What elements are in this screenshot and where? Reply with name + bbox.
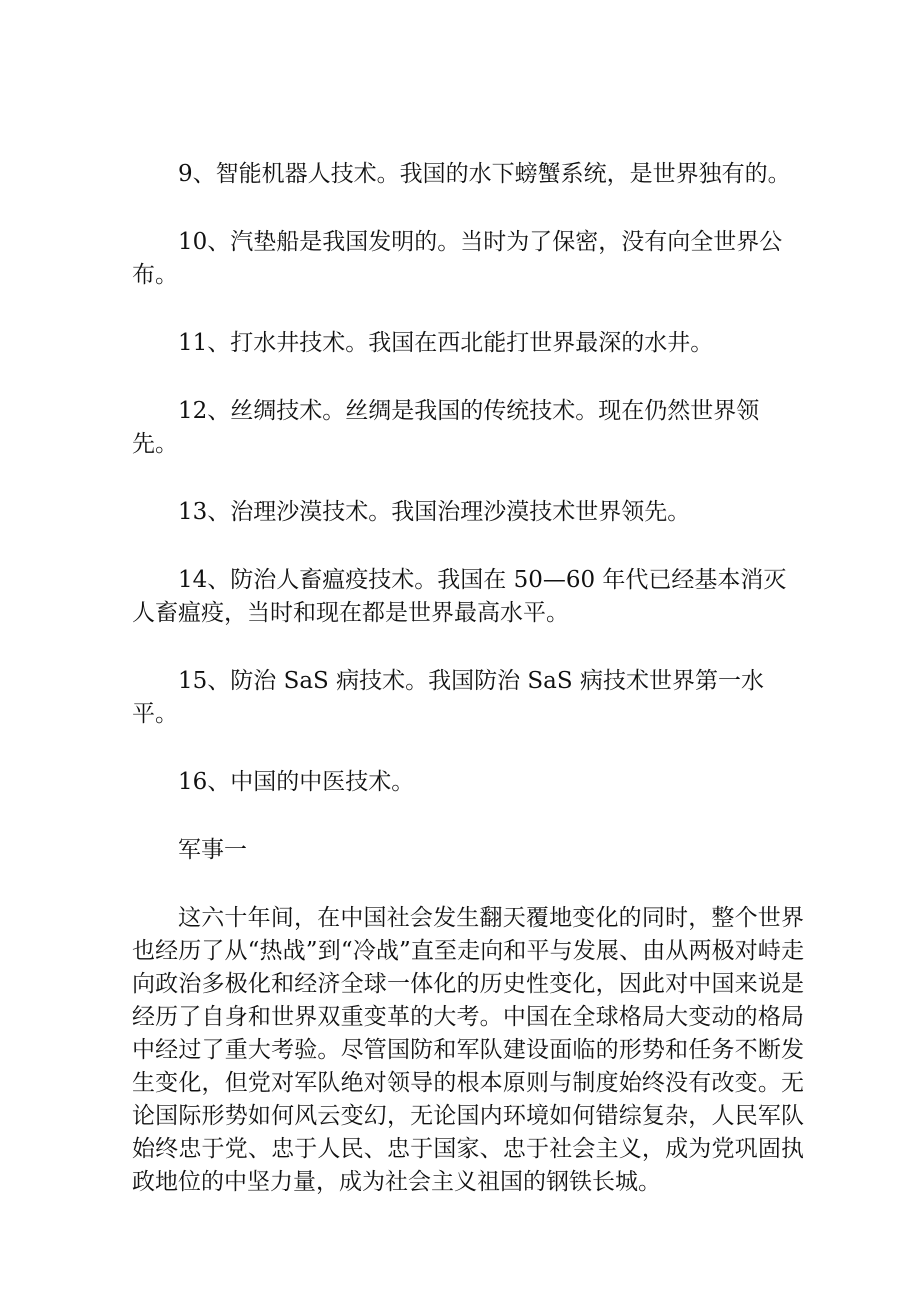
paragraph-item-16: 16、中国的中医技术。 [178,769,415,795]
body-paragraph: 这六十年间，在中国社会发生翻天覆地变化的同时，整个世界也经历了从“热战”到“冷战”直至走向和平与发展、由从两极对峙走向政治多极化和经济全球一体化的历史性变化，因此对中国来说是经历了自身和世界双重变革的大考。中国在全球格局大变动的格局中经过了重大考验。尽管国防和军队建设面临的形势和任务不断发生变化，但党对军队绝对领导的根本原则与制度始终没有改变。无论国际形势如何风云变幻，无论国内环境如何错综复杂，人民军队始终忠于党、忠于人民、忠于国家、忠于社会主义，成为党巩固执政地位的中坚力量，成为社会主义祖国的钢铁长城。 [132,905,804,1195]
paragraph-item-14: 14、防治人畜瘟疫技术。我国在 50—60 年代已经基本消灭人畜瘟疫，当时和现在都是世界最高水平。 [132,567,787,626]
document-body [132,158,804,1234]
paragraph-item-9: 9、智能机器人技术。我国的水下螃蟹系统，是世界独有的。 [178,161,791,187]
paragraph-item-15: 15、防治 SaS 病技术。我国防治 SaS 病技术世界第一水平。 [132,668,764,727]
paragraph-item-10: 10、汽垫船是我国发明的。当时为了保密，没有向全世界公布。 [132,229,783,288]
paragraph-item-13: 13、治理沙漠技术。我国治理沙漠技术世界领先。 [178,499,691,525]
section-heading: 军事一 [178,837,247,863]
paragraph-item-12: 12、丝绸技术。丝绸是我国的传统技术。现在仍然世界领先。 [132,398,760,457]
paragraph-item-11: 11、打水井技术。我国在西北能打世界最深的水井。 [178,330,714,356]
